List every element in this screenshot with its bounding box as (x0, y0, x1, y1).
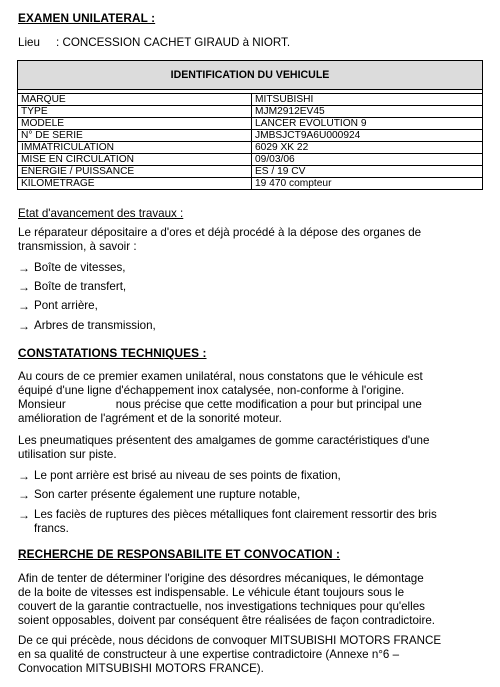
table-row (18, 106, 483, 118)
vehicle-identification-table (17, 60, 483, 190)
list-item (18, 469, 479, 483)
paragraph-line-part: nous précise que cette modification a pour but principal une (115, 398, 422, 411)
table-row (18, 94, 483, 106)
list-item-text: Boîte de vitesses, (34, 261, 126, 274)
table-row (18, 178, 483, 190)
paragraph-line: De ce qui précède, nous décidons de convoquer MITSUBISHI MOTORS FRANCE (18, 634, 442, 647)
list-item (18, 299, 479, 313)
lieu-label: Lieu (18, 36, 40, 49)
table-row (18, 142, 483, 154)
list-item-text: Arbres de transmission, (34, 319, 156, 332)
paragraph-recherche-1 (18, 572, 479, 628)
section-heading-constatations: CONSTATATIONS TECHNIQUES : (18, 346, 207, 360)
row-label: MARQUE (18, 94, 252, 106)
paragraph-line: utilisation sur piste. (18, 448, 117, 461)
arrow-right-icon: → (18, 508, 30, 522)
lieu-value: : CONCESSION CACHET GIRAUD à NIORT. (56, 36, 291, 49)
row-label: MODELE (18, 118, 252, 130)
paragraph-line: Au cours de ce premier examen unilatéral, nous constatons que le véhicule est (18, 370, 423, 383)
paragraph-line: soient opposables, doivent par conséquent être réalisées de façon contradictoire. (18, 614, 435, 627)
list-item-text (34, 508, 479, 536)
paragraph-line: de la boite de vitesses est indispensable. Le véhicule étant toujours sous le (18, 586, 405, 599)
paragraph-line: Les pneumatiques présentent des amalgames de gomme caractéristiques d'une (18, 434, 430, 447)
row-value: LANCER EVOLUTION 9 (252, 118, 483, 130)
row-value: ES / 19 CV (252, 166, 483, 178)
subheading-travaux: Etat d'avancement des travaux : (18, 207, 184, 220)
list-item-text: Boîte de transfert, (34, 280, 127, 293)
arrow-right-icon: → (18, 488, 30, 502)
row-label: MISE EN CIRCULATION (18, 154, 252, 166)
monsieur-label: Monsieur (18, 398, 66, 411)
paragraph-line: équipé d'une ligne d'échappement inox catalysée, non-conforme à l'origine. (18, 384, 405, 397)
list-item-text: Son carter présente également une rupture notable, (34, 488, 301, 501)
list-item (18, 319, 479, 333)
row-value: 19 470 compteur (252, 178, 483, 190)
list-item (18, 280, 479, 294)
vehicle-table-title: IDENTIFICATION DU VEHICULE (18, 61, 483, 90)
list-item-text: Le pont arrière est brisé au niveau de ses points de fixation, (34, 469, 341, 482)
paragraph-line: Le réparateur dépositaire a d'ores et déjà procédé à la dépose des organes de (18, 226, 422, 239)
arrow-right-icon: → (18, 319, 30, 333)
list-item (18, 508, 479, 536)
row-label: ENERGIE / PUISSANCE (18, 166, 252, 178)
row-value: 6029 XK 22 (252, 142, 483, 154)
paragraph-constatations-2 (18, 434, 479, 462)
table-row (18, 118, 483, 130)
paragraph-line: Convocation MITSUBISHI MOTORS FRANCE). (18, 662, 264, 675)
section-heading-recherche: RECHERCHE DE RESPONSABILITE ET CONVOCATION : (18, 547, 341, 561)
list-item-line: Les faciès de ruptures des pièces métalliques font clairement ressortir des bris (34, 508, 437, 521)
list-item (18, 261, 479, 275)
row-label: IMMATRICULATION (18, 142, 252, 154)
paragraph-line: transmission, à savoir : (18, 240, 137, 253)
paragraph-travaux-intro (18, 226, 479, 254)
list-item (18, 488, 479, 502)
arrow-right-icon: → (18, 299, 30, 313)
paragraph-line (18, 398, 479, 412)
paragraph-line: en sa qualité de constructeur à une expertise contradictoire (Annexe n°6 – (18, 648, 400, 661)
row-value: MJM2912EV45 (252, 106, 483, 118)
row-label: N° DE SERIE (18, 130, 252, 142)
row-value: 09/03/06 (252, 154, 483, 166)
row-value: MITSUBISHI (252, 94, 483, 106)
table-row (18, 130, 483, 142)
paragraph-line: couvert de la garantie contractuelle, nos investigations techniques pour qu'elles (18, 600, 425, 613)
arrow-right-icon: → (18, 469, 30, 483)
paragraph-recherche-2 (18, 634, 479, 676)
paragraph-constatations-1 (18, 370, 479, 426)
table-row (18, 154, 483, 166)
list-item-line: francs. (34, 522, 69, 535)
row-value: JMBSJCT9A6U000924 (252, 130, 483, 142)
arrow-right-icon: → (18, 280, 30, 294)
row-label: KILOMETRAGE (18, 178, 252, 190)
table-row (18, 166, 483, 178)
paragraph-line: amélioration de l'agrément et de la sonorité moteur. (18, 412, 282, 425)
paragraph-line: Afin de tenter de déterminer l'origine des désordres mécaniques, le démontage (18, 572, 424, 585)
arrow-right-icon: → (18, 261, 30, 275)
row-label: TYPE (18, 106, 252, 118)
section-heading-examen: EXAMEN UNILATERAL : (18, 11, 156, 25)
lieu-line (18, 36, 290, 50)
list-item-text: Pont arrière, (34, 299, 98, 312)
